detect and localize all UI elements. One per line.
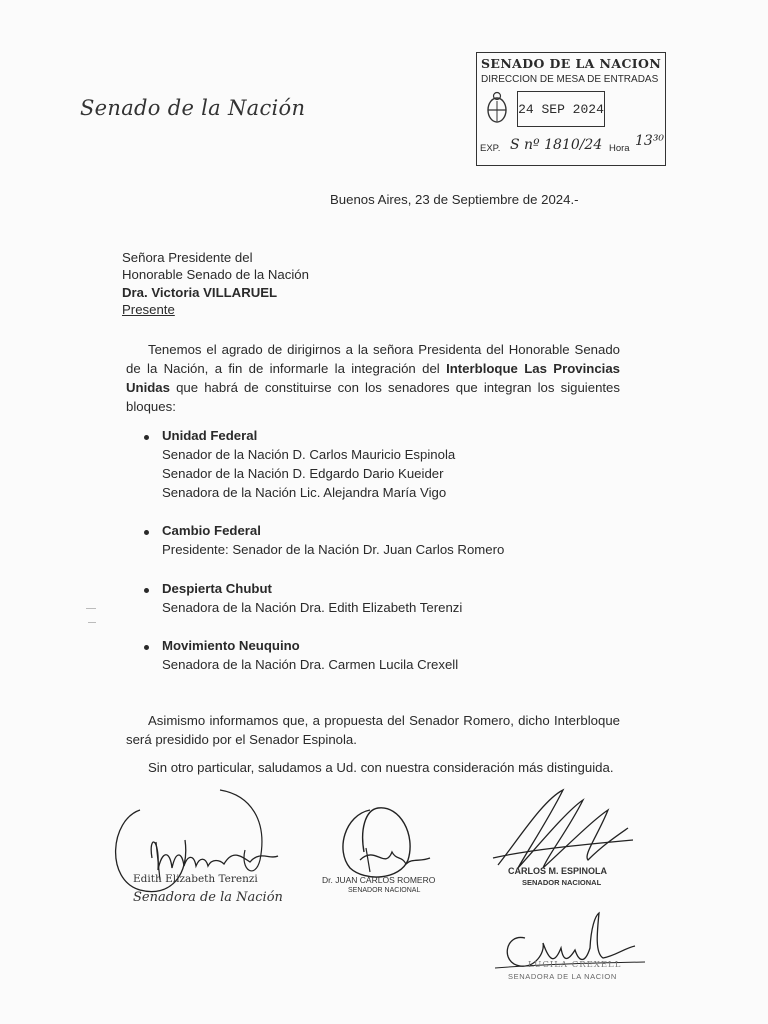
intro-text-1: Tenemos el agrado de dirigirnos a la señora Presidenta del Honorable Senado de la Nación, a fin de informarle la integración del [126,342,620,376]
intro-text-2: que habrá de constituirse con los senadores que integran los siguientes bloques: [126,380,620,414]
letterhead: Senado de la Nación [80,96,306,120]
signature-romero [330,790,440,880]
bloc-member: Presidente: Senador de la Nación Dr. Juan Carlos Romero [162,542,505,557]
closing-paragraph-2: Sin otro particular, saludamos a Ud. con nuestra consideración más distinguida. [148,760,614,775]
signature-espinola-title: SENADOR NACIONAL [522,878,602,887]
signature-romero-title: SENADOR NACIONAL [348,887,421,894]
bloc-title: Despierta Chubut [162,581,272,596]
stamp-hora-value: 13³⁰ [635,133,665,149]
bullet-icon [144,645,149,650]
signature-terenzi-title: Senadora de la Nación [133,890,283,905]
bullet-icon [144,435,149,440]
bloc-member: Senadora de la Nación Lic. Alejandra María Vigo [162,485,447,500]
stamp-exp-number: S nº 1810/24 [510,137,603,153]
signature-romero-name: Dr. JUAN CARLOS ROMERO [322,875,436,885]
bloc-title: Movimiento Neuquino [162,638,300,653]
intro-paragraph [126,340,620,416]
scan-artifact [86,608,96,609]
intro-bold-interbloque: Interbloque Las Provincias Unidas [126,361,620,395]
bloc-member: Senador de la Nación D. Edgardo Dario Kueider [162,466,444,481]
bullet-icon [144,588,149,593]
bullet-icon [144,530,149,535]
bloc-member: Senadora de la Nación Dra. Carmen Lucila Crexell [162,657,459,672]
addressee-name: Dra. Victoria VILLARUEL [122,285,278,300]
coat-of-arms-icon [485,91,509,125]
bloc-member: Senadora de la Nación Dra. Edith Elizabeth Terenzi [162,600,463,615]
signature-crexell-name: LUCILA CREXELL [528,960,622,970]
addressee-line-1: Señora Presidente del [122,250,253,265]
bloc-member: Senador de la Nación D. Carlos Mauricio Espinola [162,447,456,462]
date-line: Buenos Aires, 23 de Septiembre de 2024.- [330,192,579,207]
bloc-title: Unidad Federal [162,428,258,443]
scan-artifact [88,622,96,623]
stamp-hora-label: Hora [609,143,630,154]
stamp-subtitle: DIRECCION DE MESA DE ENTRADAS [481,74,659,85]
signature-crexell-title: SENADORA DE LA NACION [508,972,617,981]
addressee-presente: Presente [122,302,175,317]
stamp-exp-label: EXP. [480,143,501,154]
signature-espinola [488,780,638,875]
bloc-title: Cambio Federal [162,523,261,538]
reception-stamp [476,52,666,166]
stamp-title: SENADO DE LA NACION [481,56,662,71]
signature-espinola-name: CARLOS M. ESPINOLA [508,866,608,876]
stamp-date: 24 SEP 2024 [517,91,605,127]
signature-terenzi-name: Edith Elizabeth Terenzi [133,873,258,885]
addressee-line-2: Honorable Senado de la Nación [122,267,309,282]
closing-paragraph-1: Asimismo informamos que, a propuesta del Senador Romero, dicho Interbloque será presidido por el Senador Espinola. [126,713,620,747]
